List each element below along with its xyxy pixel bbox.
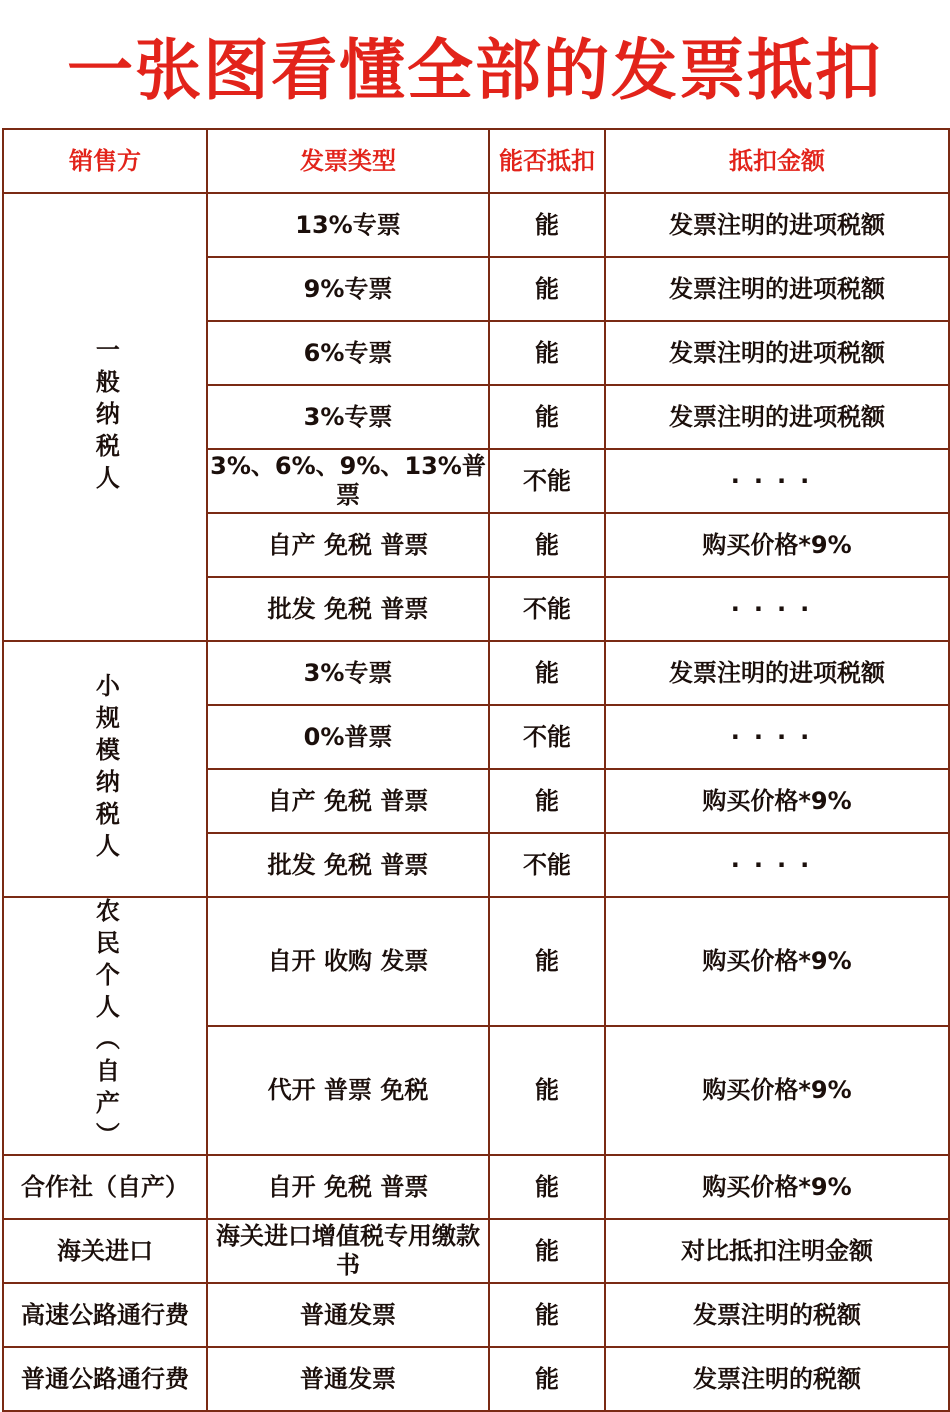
- deductible-cell: 能: [489, 513, 605, 577]
- deductible-cell: 能: [489, 641, 605, 705]
- deductible-cell: 能: [489, 257, 605, 321]
- deduction-amount-cell: ····: [605, 577, 949, 641]
- invoice-type-cell: 自开 免税 普票: [207, 1155, 489, 1219]
- deduction-amount-cell: 发票注明的进项税额: [605, 641, 949, 705]
- deductible-cell: 不能: [489, 705, 605, 769]
- deductible-cell: 能: [489, 769, 605, 833]
- seller-cell: 农民个人（自产）: [3, 897, 207, 1155]
- deduction-amount-cell: 购买价格*9%: [605, 513, 949, 577]
- deductible-cell: 能: [489, 1155, 605, 1219]
- deductible-cell: 不能: [489, 449, 605, 513]
- header-deductible: 能否抵扣: [489, 129, 605, 193]
- table-row: [3, 1219, 949, 1283]
- invoice-type-cell: 普通发票: [207, 1347, 489, 1411]
- deductible-cell: 能: [489, 321, 605, 385]
- seller-cell: 合作社（自产）: [3, 1155, 207, 1219]
- invoice-type-cell: 代开 普票 免税: [207, 1026, 489, 1155]
- table-header-row: [3, 129, 949, 193]
- deductible-cell: 能: [489, 385, 605, 449]
- invoice-type-cell: 3%专票: [207, 385, 489, 449]
- deduction-amount-cell: 购买价格*9%: [605, 1155, 949, 1219]
- deduction-amount-cell: 购买价格*9%: [605, 1026, 949, 1155]
- seller-cell: 高速公路通行费: [3, 1283, 207, 1347]
- deduction-amount-cell: ····: [605, 449, 949, 513]
- seller-cell: 海关进口: [3, 1219, 207, 1283]
- deductible-cell: 不能: [489, 577, 605, 641]
- invoice-type-cell: 普通发票: [207, 1283, 489, 1347]
- header-invoice-type: 发票类型: [207, 129, 489, 193]
- seller-cell: 普通公路通行费: [3, 1347, 207, 1411]
- invoice-type-cell: 自开 收购 发票: [207, 897, 489, 1026]
- invoice-type-cell: 3%、6%、9%、13%普票: [207, 449, 489, 513]
- deduction-amount-cell: 发票注明的进项税额: [605, 193, 949, 257]
- deductible-cell: 能: [489, 1347, 605, 1411]
- table-row: [3, 1155, 949, 1219]
- deductible-cell: 能: [489, 1283, 605, 1347]
- table-row: [3, 641, 949, 705]
- seller-cell: 一般纳税人: [3, 193, 207, 641]
- deductible-cell: 能: [489, 1219, 605, 1283]
- invoice-type-cell: 批发 免税 普票: [207, 577, 489, 641]
- deduction-amount-cell: 购买价格*9%: [605, 897, 949, 1026]
- invoice-type-cell: 6%专票: [207, 321, 489, 385]
- invoice-type-cell: 批发 免税 普票: [207, 833, 489, 897]
- invoice-deduction-table: [2, 128, 950, 1412]
- deductible-cell: 能: [489, 897, 605, 1026]
- deduction-amount-cell: 发票注明的税额: [605, 1347, 949, 1411]
- deduction-amount-cell: 发票注明的税额: [605, 1283, 949, 1347]
- invoice-type-cell: 自产 免税 普票: [207, 769, 489, 833]
- deduction-amount-cell: ····: [605, 705, 949, 769]
- deduction-amount-cell: 对比抵扣注明金额: [605, 1219, 949, 1283]
- deductible-cell: 不能: [489, 833, 605, 897]
- header-deduction-amount: 抵扣金额: [605, 129, 949, 193]
- invoice-type-cell: 13%专票: [207, 193, 489, 257]
- table-row: [3, 897, 949, 1026]
- deduction-amount-cell: 购买价格*9%: [605, 769, 949, 833]
- table-row: [3, 193, 949, 257]
- table-row: [3, 1347, 949, 1411]
- deduction-amount-cell: 发票注明的进项税额: [605, 321, 949, 385]
- invoice-type-cell: 海关进口增值税专用缴款书: [207, 1219, 489, 1283]
- table-row: [3, 1283, 949, 1347]
- invoice-type-cell: 3%专票: [207, 641, 489, 705]
- invoice-type-cell: 自产 免税 普票: [207, 513, 489, 577]
- deductible-cell: 能: [489, 193, 605, 257]
- header-seller: 销售方: [3, 129, 207, 193]
- invoice-type-cell: 9%专票: [207, 257, 489, 321]
- deduction-amount-cell: ····: [605, 833, 949, 897]
- invoice-type-cell: 0%普票: [207, 705, 489, 769]
- deduction-amount-cell: 发票注明的进项税额: [605, 385, 949, 449]
- page-title: 一张图看懂全部的发票抵扣: [67, 31, 883, 109]
- deduction-amount-cell: 发票注明的进项税额: [605, 257, 949, 321]
- deductible-cell: 能: [489, 1026, 605, 1155]
- seller-cell: 小规模纳税人: [3, 641, 207, 897]
